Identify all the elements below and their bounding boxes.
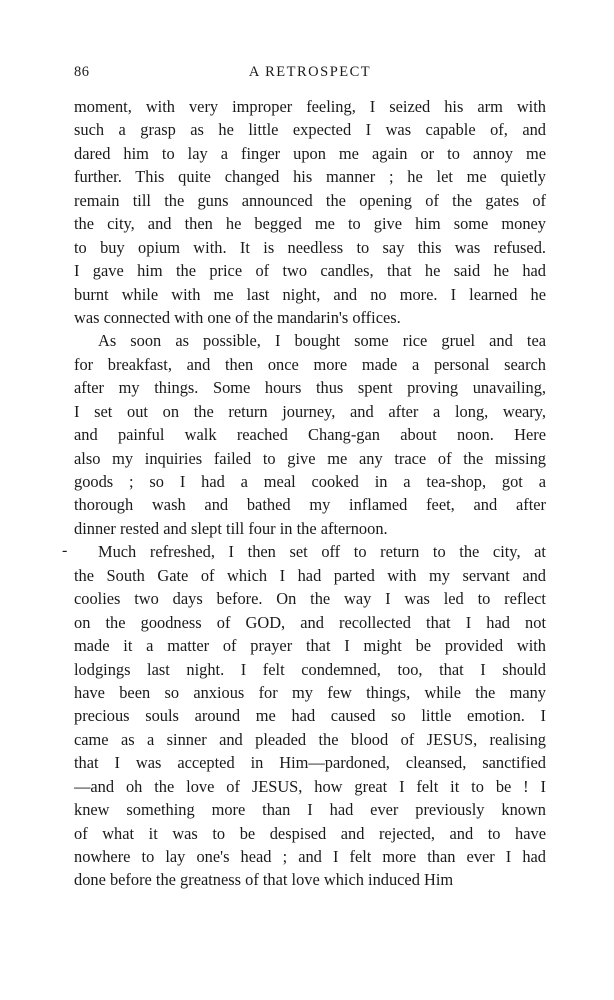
text-line: done before the greatness of that love which induced Him	[74, 870, 454, 890]
text-line: made it a matter of prayer that I might be provided with	[74, 636, 546, 656]
text-line: I set out on the return journey, and after a long, weary,	[74, 401, 546, 421]
text-line: for breakfast, and then once more made a personal search	[74, 354, 546, 374]
text-line: dared him to lay a finger upon me again or to annoy me	[74, 143, 546, 163]
text-line: knew something more than I had ever previously known	[74, 800, 546, 820]
text-line: thorough wash and bathed my inflamed feet, and after	[74, 495, 546, 515]
paragraph	[74, 540, 546, 892]
text-line: nowhere to lay one's head ; and I felt more than ever I had	[74, 847, 546, 866]
text-line: I gave him the price of two candles, that he said he had	[74, 261, 546, 281]
paragraph	[74, 95, 546, 329]
text-line: have been so anxious for my few things, while the many	[74, 682, 546, 702]
text-line: of what it was to be despised and rejected, and to have	[74, 823, 546, 843]
text-line: the city, and then he begged me to give him some money	[74, 214, 546, 234]
text-line: after my things. Some hours thus spent proving unavailing,	[74, 378, 546, 398]
text-line: to buy opium with. It is needless to say this was refused.	[74, 237, 546, 257]
text-line: dinner rested and slept till four in the afternoon.	[74, 518, 388, 538]
text-line: remain till the guns announced the opening of the gates of	[74, 190, 546, 210]
text-line: such a grasp as he little expected I was capable of, and	[74, 120, 546, 140]
text-line: further. This quite changed his manner ; he let me quietly	[74, 167, 546, 187]
text-line: was connected with one of the mandarin's offices.	[74, 307, 401, 327]
text-line: lodgings last night. I felt condemned, too, that I should	[74, 659, 546, 679]
body-text	[74, 95, 546, 892]
text-line: As soon as possible, I bought some rice gruel and tea	[98, 331, 546, 351]
page-header	[74, 64, 546, 86]
text-line: coolies two days before. On the way I was led to reflect	[74, 589, 546, 609]
text-line: precious souls around me had caused so little emotion. I	[74, 706, 546, 726]
text-line: burnt while with me last night, and no more. I learned he	[74, 284, 546, 304]
page-number: 86	[74, 64, 90, 80]
text-line: goods ; so I had a meal cooked in a tea-shop, got a	[74, 472, 546, 491]
text-line: moment, with very improper feeling, I seized his arm with	[74, 97, 546, 116]
text-line: the South Gate of which I had parted with my servant and	[74, 565, 546, 585]
text-line: came as a sinner and pleaded the blood of JESUS, realising	[74, 729, 546, 749]
text-line: and painful walk reached Chang-gan about noon. Here	[74, 425, 546, 445]
text-line: on the goodness of GOD, and recollected that I had not	[74, 612, 546, 632]
paragraph	[74, 329, 546, 540]
text-line: that I was accepted in Him—pardoned, cleansed, sanctified	[74, 753, 546, 773]
text-line: also my inquiries failed to give me any trace of the missing	[74, 448, 546, 468]
text-line: —and oh the love of JESUS, how great I felt it to be ! I	[74, 776, 546, 796]
text-line: Much refreshed, I then set off to return to the city, at	[98, 542, 546, 562]
running-head: A RETROSPECT	[248, 64, 372, 80]
margin-mark: -	[62, 542, 68, 559]
